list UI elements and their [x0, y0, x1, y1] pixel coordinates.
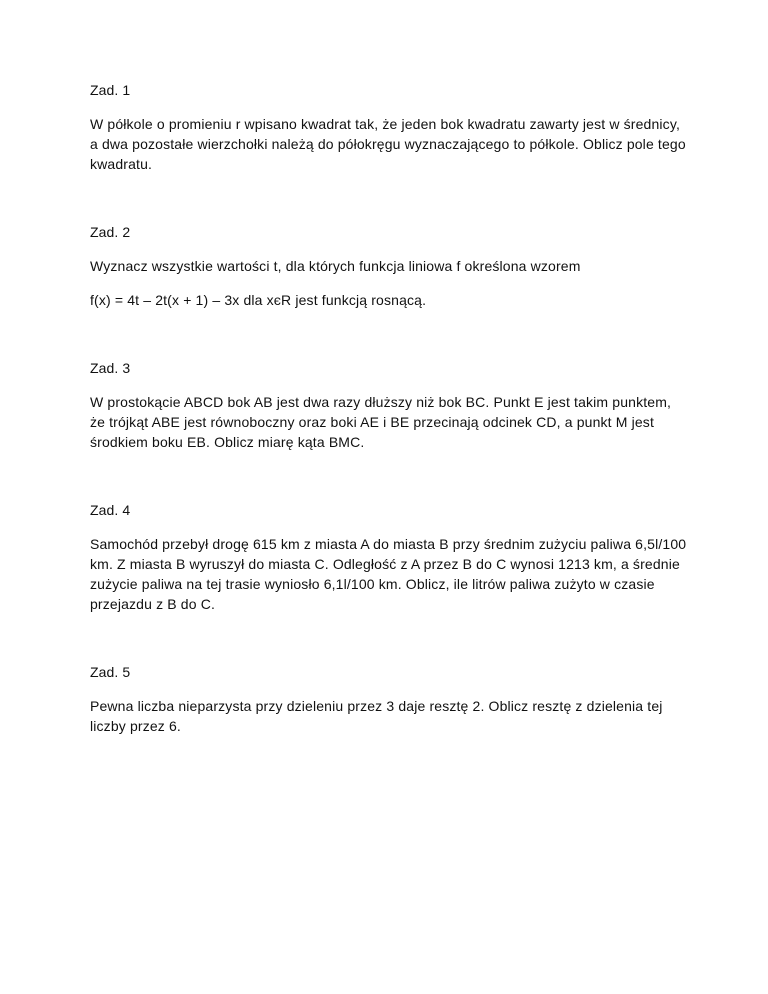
document-page — [90, 80, 690, 736]
task-text: Pewna liczba nieparzysta przy dzieleniu przez 3 daje resztę 2. Oblicz resztę z dzielenia tej liczby przez 6. — [90, 698, 663, 734]
spacer — [90, 452, 690, 500]
task-1 — [90, 80, 690, 174]
task-heading: Zad. 4 — [90, 502, 131, 518]
task-5 — [90, 662, 690, 736]
task-heading: Zad. 2 — [90, 224, 131, 240]
task-heading: Zad. 5 — [90, 664, 131, 680]
task-text: Wyznacz wszystkie wartości t, dla których funkcja liniowa f określona wzorem — [90, 258, 581, 274]
task-4 — [90, 500, 690, 614]
task-text: W półkole o promieniu r wpisano kwadrat tak, że jeden bok kwadratu zawarty jest w średnicy, a dwa pozostałe wierzchołki należą do półokręgu wyznaczającego to półkole. Oblicz pole tego kwadratu. — [90, 116, 686, 172]
task-text: Samochód przebył drogę 615 km z miasta A do miasta B przy średnim zużyciu paliwa 6,5l/100 km. Z miasta B wyruszył do miasta C. Odległość z A przez B do C wynosi 1213 km, a średnie zużycie paliwa na tej trasie wyniosło 6,1l/100 km. Oblicz, ile litrów paliwa zużyto w czasie przejazdu z B do C. — [90, 536, 687, 612]
spacer — [90, 174, 690, 222]
task-text: W prostokącie ABCD bok AB jest dwa razy dłuższy niż bok BC. Punkt E jest takim punktem, że trójkąt ABE jest równoboczny oraz boki AE i BE przecinają odcinek CD, a punkt M jest środkiem boku EB. Oblicz miarę kąta BMC. — [90, 394, 672, 450]
task-3 — [90, 358, 690, 452]
task-2 — [90, 222, 690, 310]
task-heading: Zad. 3 — [90, 360, 131, 376]
task-heading: Zad. 1 — [90, 82, 131, 98]
spacer — [90, 614, 690, 662]
spacer — [90, 310, 690, 358]
task-formula: f(x) = 4t – 2t(x + 1) – 3x dla xєR jest funkcją rosnącą. — [90, 292, 427, 308]
